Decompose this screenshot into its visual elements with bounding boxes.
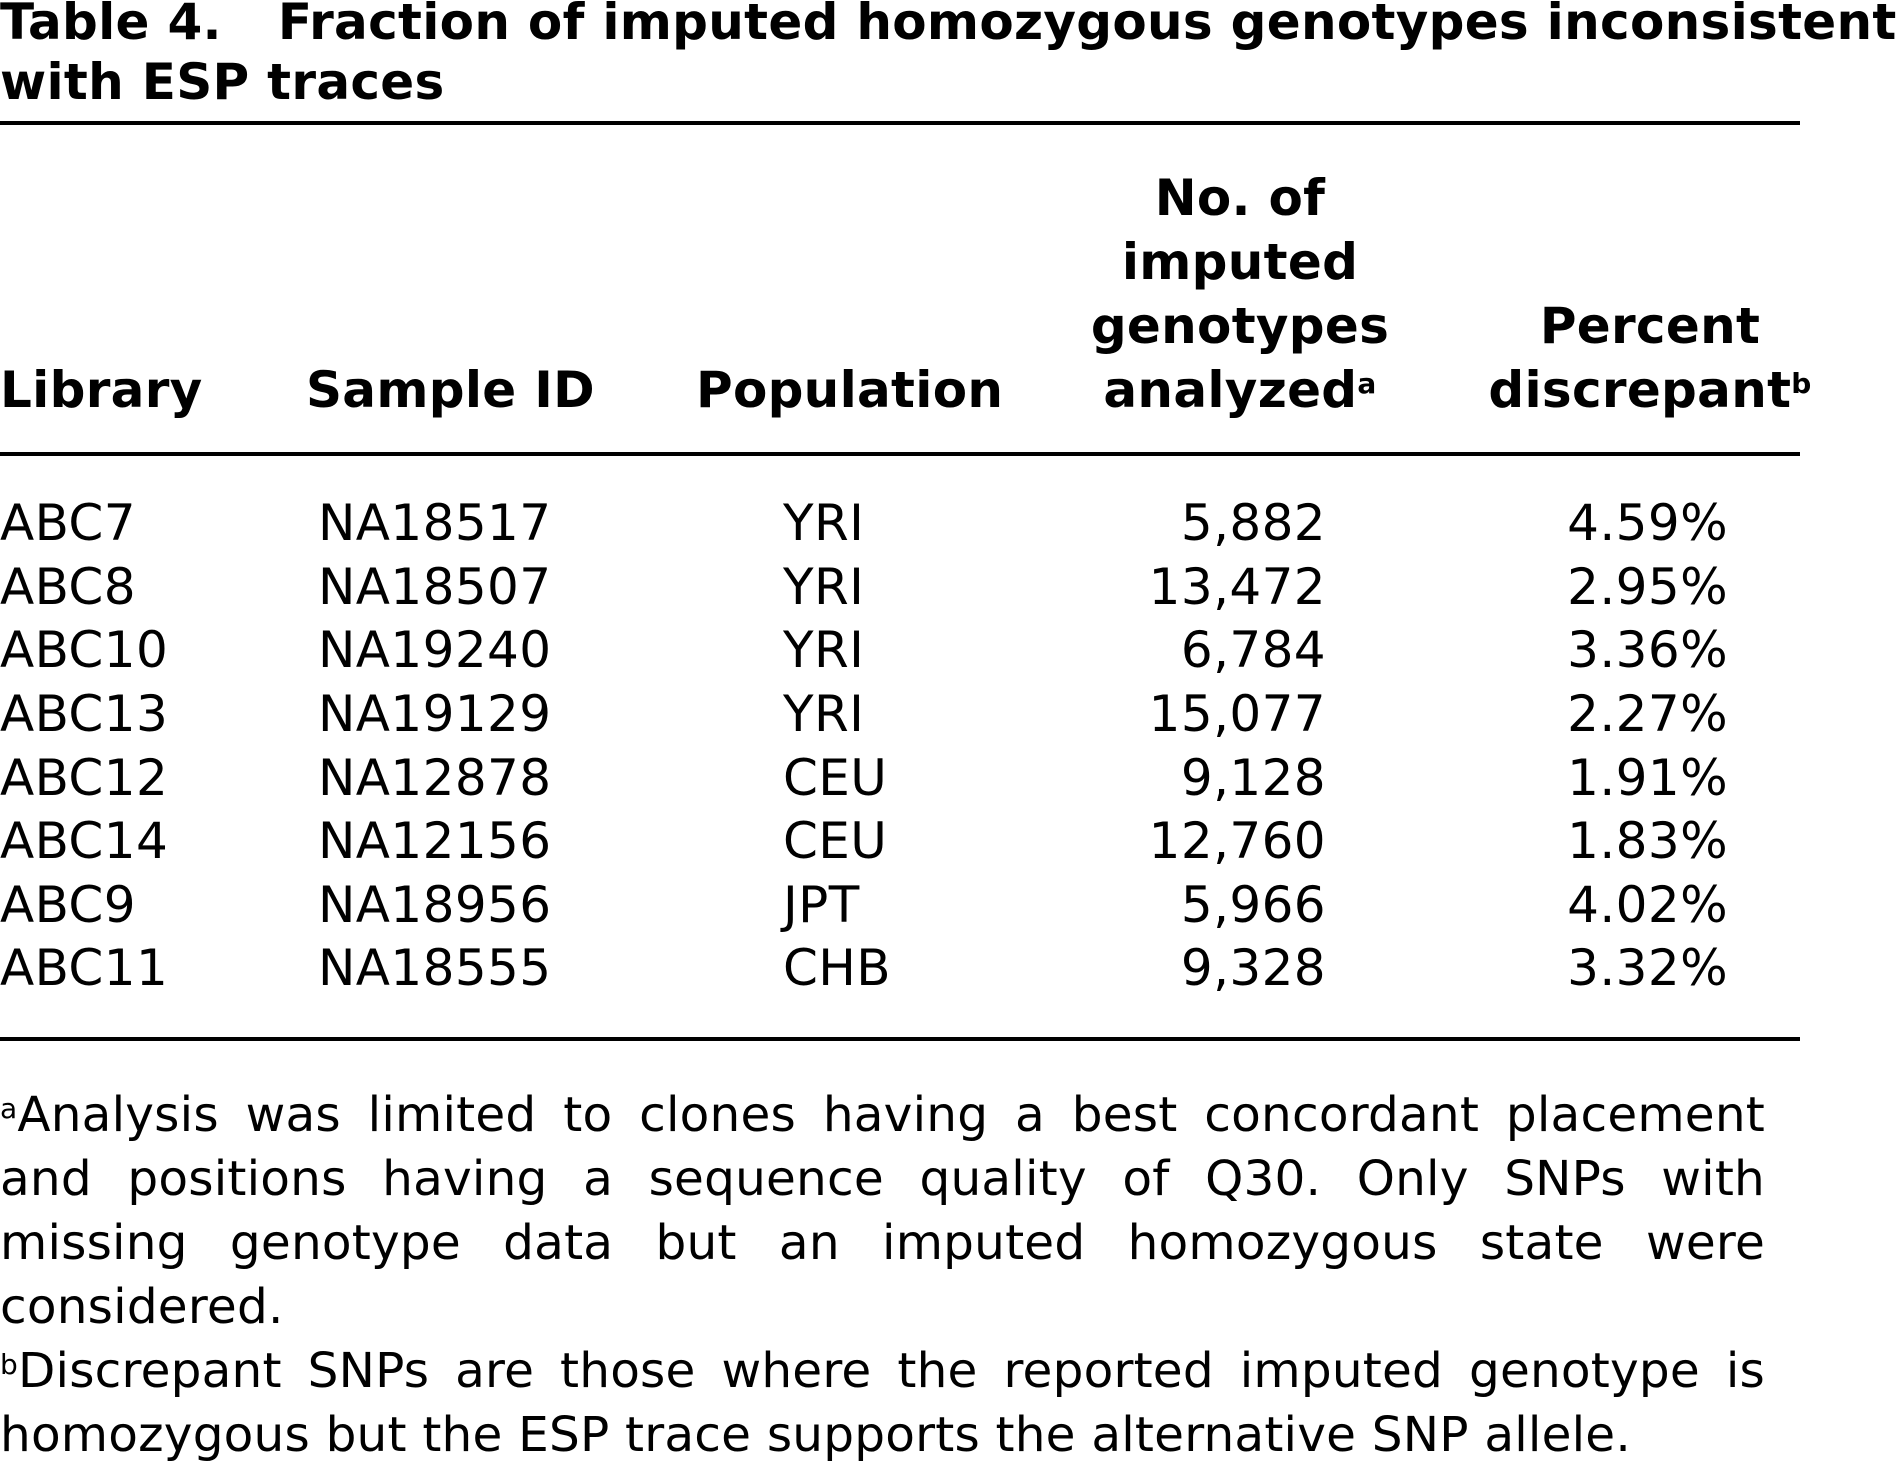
cell-library: ABC8 bbox=[0, 558, 136, 616]
cell-percent: 4.59% bbox=[1567, 494, 1728, 552]
table-caption bbox=[0, 0, 1897, 112]
header-num-line-4 bbox=[1040, 358, 1440, 422]
cell-library: ABC11 bbox=[0, 939, 169, 997]
cell-percent: 2.27% bbox=[1567, 685, 1728, 743]
cell-percent: 1.83% bbox=[1567, 812, 1728, 870]
cell-num-genotypes: 5,882 bbox=[1180, 494, 1326, 552]
cell-library: ABC10 bbox=[0, 621, 169, 679]
header-num-genotypes bbox=[1040, 166, 1440, 422]
footnote-b-marker: b bbox=[0, 1348, 18, 1381]
table-row bbox=[0, 491, 1800, 555]
header-num-line-2: imputed bbox=[1121, 233, 1359, 291]
header-pct-text: discrepant bbox=[1488, 361, 1792, 419]
header-percent-discrepant bbox=[1480, 294, 1820, 422]
footnote-b-text: Discrepant SNPs are those where the reported imputed genotype is homozygous but the ESP trace supports the alternative SNP allele. bbox=[0, 1343, 1765, 1463]
table-row bbox=[0, 809, 1800, 873]
header-pct-line-1: Percent bbox=[1539, 297, 1761, 355]
bottom-rule bbox=[0, 1037, 1800, 1041]
cell-population: YRI bbox=[783, 494, 865, 552]
cell-num-genotypes: 15,077 bbox=[1148, 685, 1326, 743]
table-row bbox=[0, 618, 1800, 682]
header-population: Population bbox=[696, 361, 1004, 419]
cell-percent: 3.36% bbox=[1567, 621, 1728, 679]
cell-sample-id: NA18956 bbox=[318, 876, 552, 934]
cell-sample-id: NA18517 bbox=[318, 494, 552, 552]
cell-population: YRI bbox=[783, 685, 865, 743]
cell-num-genotypes: 6,784 bbox=[1180, 621, 1326, 679]
caption-title: Fraction of imputed homozygous genotypes inconsistent bbox=[277, 0, 1897, 51]
cell-population: YRI bbox=[783, 558, 865, 616]
cell-num-genotypes: 9,328 bbox=[1180, 939, 1326, 997]
cell-sample-id: NA12878 bbox=[318, 749, 552, 807]
table-row bbox=[0, 936, 1800, 1000]
cell-sample-id: NA19129 bbox=[318, 685, 552, 743]
cell-library: ABC13 bbox=[0, 685, 169, 743]
footnote-marker-a: a bbox=[1357, 367, 1377, 400]
header-num-line-3: genotypes bbox=[1090, 297, 1390, 355]
cell-sample-id: NA18555 bbox=[318, 939, 552, 997]
cell-population: JPT bbox=[783, 876, 860, 934]
cell-percent: 1.91% bbox=[1567, 749, 1728, 807]
header-pct-line-2 bbox=[1480, 358, 1820, 422]
cell-percent: 4.02% bbox=[1567, 876, 1728, 934]
cell-library: ABC7 bbox=[0, 494, 136, 552]
cell-population: CEU bbox=[783, 812, 888, 870]
cell-population: CEU bbox=[783, 749, 888, 807]
top-rule bbox=[0, 121, 1800, 125]
cell-library: ABC14 bbox=[0, 812, 169, 870]
caption-line-1 bbox=[0, 0, 1897, 52]
table-label: Table 4. bbox=[0, 0, 222, 51]
cell-percent: 3.32% bbox=[1567, 939, 1728, 997]
cell-sample-id: NA19240 bbox=[318, 621, 552, 679]
table-footnotes bbox=[0, 1083, 1765, 1467]
table-row bbox=[0, 873, 1800, 937]
header-rule bbox=[0, 452, 1800, 456]
table-row bbox=[0, 555, 1800, 619]
header-num-line-1: No. of bbox=[1154, 169, 1326, 227]
header-sample-id: Sample ID bbox=[306, 361, 595, 419]
cell-population: YRI bbox=[783, 621, 865, 679]
cell-num-genotypes: 13,472 bbox=[1148, 558, 1326, 616]
cell-percent: 2.95% bbox=[1567, 558, 1728, 616]
footnote-a-text: Analysis was limited to clones having a best concordant placement and positions having a sequence quality of Q30. Only SNPs with missing genotype data but an imputed homozygous state were considered. bbox=[0, 1087, 1765, 1335]
cell-library: ABC12 bbox=[0, 749, 169, 807]
cell-library: ABC9 bbox=[0, 876, 136, 934]
footnote-b bbox=[0, 1339, 1765, 1467]
header-library: Library bbox=[0, 361, 203, 419]
cell-population: CHB bbox=[783, 939, 892, 997]
table-row bbox=[0, 746, 1800, 810]
cell-num-genotypes: 5,966 bbox=[1180, 876, 1326, 934]
footnote-a bbox=[0, 1083, 1765, 1339]
footnote-a-marker: a bbox=[0, 1092, 18, 1125]
cell-num-genotypes: 9,128 bbox=[1180, 749, 1326, 807]
cell-num-genotypes: 12,760 bbox=[1148, 812, 1326, 870]
caption-line-2: with ESP traces bbox=[0, 53, 445, 111]
header-num-text: analyzed bbox=[1103, 361, 1358, 419]
table-row bbox=[0, 682, 1800, 746]
footnote-marker-b: b bbox=[1791, 367, 1812, 400]
cell-sample-id: NA18507 bbox=[318, 558, 552, 616]
cell-sample-id: NA12156 bbox=[318, 812, 552, 870]
